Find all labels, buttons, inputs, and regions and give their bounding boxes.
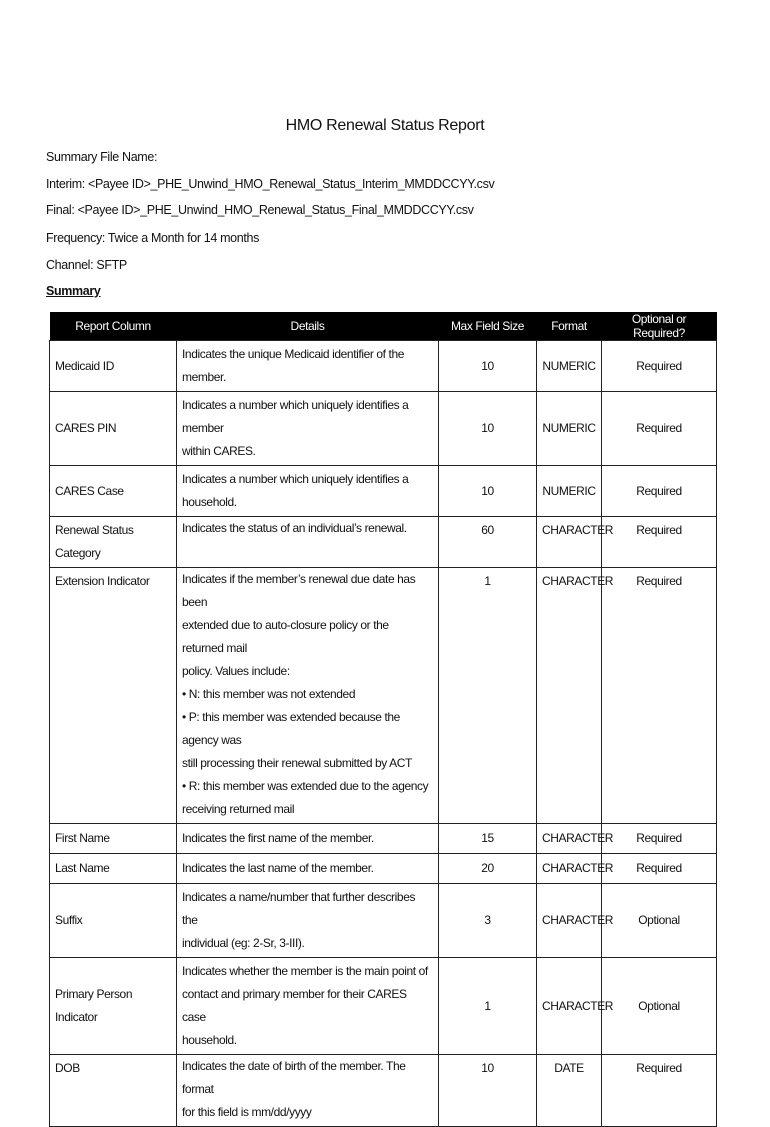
report-columns-table — [49, 312, 717, 1127]
cell-report-column: CARES PIN — [50, 392, 177, 466]
details-line: household. — [182, 495, 237, 509]
summary-file-name-label: Summary File Name: — [46, 150, 158, 164]
details-line: Indicates the first name of the member. — [182, 831, 374, 845]
cell-optional-or-required: Required — [602, 392, 717, 466]
details-line: Indicates a number which uniquely identifies a — [182, 472, 409, 486]
summary-heading: Summary — [46, 284, 101, 298]
header-max-field-size: Max Field Size — [439, 312, 537, 341]
cell-details — [177, 392, 439, 466]
cell-details — [177, 341, 439, 392]
cell-max-field-size: 15 — [439, 824, 537, 854]
details-line: Indicates the last name of the member. — [182, 861, 374, 875]
cell-details — [177, 854, 439, 884]
details-line: • R: this member was extended due to the agency — [182, 779, 429, 793]
cell-details — [177, 568, 439, 824]
details-line: Indicates a name/number that further describes the — [182, 890, 416, 927]
cell-report-column: Primary Person Indicator — [50, 958, 177, 1055]
channel-text: Channel: SFTP — [46, 258, 127, 272]
cell-optional-or-required: Required — [602, 517, 717, 568]
cell-format: CHARACTER — [537, 568, 602, 824]
header-details: Details — [177, 312, 439, 341]
details-line: Indicates the date of birth of the member. The format — [182, 1059, 406, 1096]
cell-format: CHARACTER — [537, 824, 602, 854]
frequency-text: Frequency: Twice a Month for 14 months — [46, 231, 259, 245]
header-format: Format — [537, 312, 602, 341]
cell-details — [177, 517, 439, 568]
cell-max-field-size: 3 — [439, 884, 537, 958]
cell-format: NUMERIC — [537, 341, 602, 392]
table-header — [50, 312, 717, 341]
details-line: • N: this member was not extended — [182, 687, 356, 701]
cell-optional-or-required: Optional — [602, 958, 717, 1055]
cell-max-field-size: 60 — [439, 517, 537, 568]
header-optional-or-required: Optional or Required? — [602, 312, 717, 341]
cell-details — [177, 466, 439, 517]
header-report-column: Report Column — [50, 312, 177, 341]
details-line: for this field is mm/dd/yyyy — [182, 1105, 312, 1119]
table-row — [50, 958, 717, 1055]
cell-format: CHARACTER — [537, 517, 602, 568]
details-line: individual (eg: 2-Sr, 3-III). — [182, 936, 305, 950]
table-row — [50, 824, 717, 854]
cell-format: CHARACTER — [537, 854, 602, 884]
cell-format: NUMERIC — [537, 392, 602, 466]
cell-report-column: CARES Case — [50, 466, 177, 517]
details-line: Indicates the unique Medicaid identifier of the member. — [182, 347, 405, 384]
cell-details — [177, 1055, 439, 1127]
details-line: policy. Values include: — [182, 664, 290, 678]
table-row — [50, 392, 717, 466]
interim-file-name: Interim: <Payee ID>_PHE_Unwind_HMO_Renewal_Status_Interim_MMDDCCYY.csv — [46, 177, 495, 191]
cell-optional-or-required: Required — [602, 854, 717, 884]
details-line: Indicates if the member’s renewal due date has been — [182, 572, 416, 609]
table-row — [50, 1055, 717, 1127]
table-row — [50, 517, 717, 568]
cell-format: DATE — [537, 1055, 602, 1127]
cell-report-column: DOB — [50, 1055, 177, 1127]
cell-max-field-size: 20 — [439, 854, 537, 884]
cell-max-field-size: 1 — [439, 958, 537, 1055]
cell-max-field-size: 10 — [439, 392, 537, 466]
cell-details — [177, 958, 439, 1055]
details-line: household. — [182, 1033, 237, 1047]
page-title: HMO Renewal Status Report — [285, 117, 485, 134]
cell-max-field-size: 10 — [439, 341, 537, 392]
table-row — [50, 568, 717, 824]
details-line: within CARES. — [182, 444, 256, 458]
table-row — [50, 341, 717, 392]
details-line: • P: this member was extended because the agency was — [182, 710, 400, 747]
cell-report-column: Renewal Status Category — [50, 517, 177, 568]
details-line: Indicates a number which uniquely identifies a member — [182, 398, 409, 435]
cell-details — [177, 884, 439, 958]
cell-report-column: Last Name — [50, 854, 177, 884]
table-row — [50, 854, 717, 884]
cell-optional-or-required: Optional — [602, 884, 717, 958]
details-line: Indicates whether the member is the main point of — [182, 964, 428, 978]
cell-details — [177, 824, 439, 854]
cell-max-field-size: 10 — [439, 1055, 537, 1127]
cell-optional-or-required: Required — [602, 466, 717, 517]
cell-report-column: Medicaid ID — [50, 341, 177, 392]
table-body — [50, 341, 717, 1127]
details-line: receiving returned mail — [182, 802, 295, 816]
details-line: Indicates the status of an individual’s renewal. — [182, 521, 407, 535]
cell-format: NUMERIC — [537, 466, 602, 517]
cell-optional-or-required: Required — [602, 568, 717, 824]
final-file-name: Final: <Payee ID>_PHE_Unwind_HMO_Renewal_Status_Final_MMDDCCYY.csv — [46, 203, 474, 217]
cell-optional-or-required: Required — [602, 824, 717, 854]
cell-max-field-size: 1 — [439, 568, 537, 824]
cell-optional-or-required: Required — [602, 1055, 717, 1127]
cell-format: CHARACTER — [537, 884, 602, 958]
details-line: contact and primary member for their CARES case — [182, 987, 407, 1024]
cell-report-column: First Name — [50, 824, 177, 854]
table-row — [50, 466, 717, 517]
table-row — [50, 884, 717, 958]
details-line: still processing their renewal submitted by ACT — [182, 756, 412, 770]
cell-report-column: Suffix — [50, 884, 177, 958]
cell-max-field-size: 10 — [439, 466, 537, 517]
details-line: extended due to auto-closure policy or the returned mail — [182, 618, 389, 655]
cell-report-column: Extension Indicator — [50, 568, 177, 824]
cell-format: CHARACTER — [537, 958, 602, 1055]
cell-optional-or-required: Required — [602, 341, 717, 392]
